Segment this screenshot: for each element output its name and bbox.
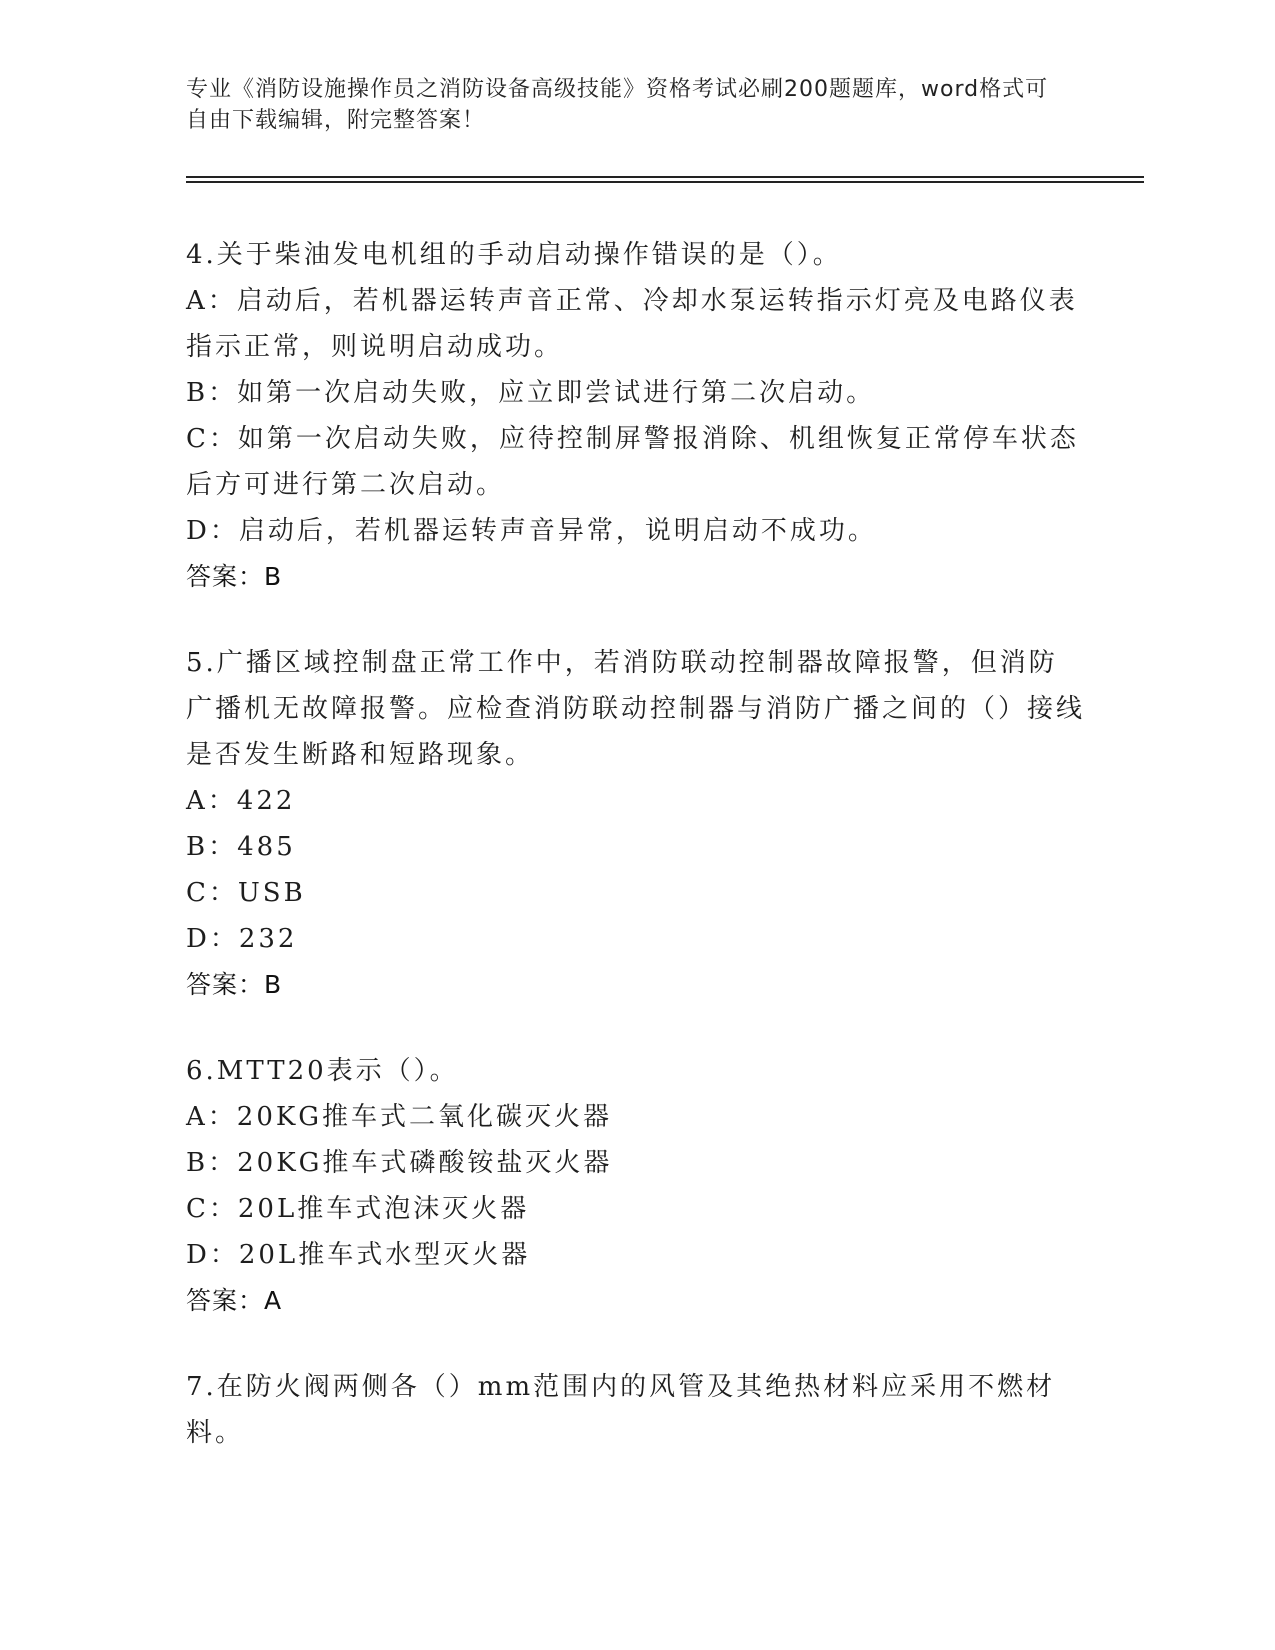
option-d: D：232 <box>186 924 298 954</box>
question-stem: 4.关于柴油发电机组的手动启动操作错误的是（）。 <box>186 240 842 270</box>
option-b: B：485 <box>186 832 296 862</box>
question-6 <box>186 1048 1086 1324</box>
option-a: A：422 <box>186 786 296 816</box>
header-divider-bottom <box>186 181 1144 183</box>
option-a: A：启动后，若机器运转声音正常、冷却水泵运转指示灯亮及电路仪表指示正常，则说明启动成功。 <box>186 286 1078 362</box>
option-b: B：20KG推车式磷酸铵盐灭火器 <box>186 1148 613 1178</box>
header-divider-top <box>186 176 1144 178</box>
option-c: C：如第一次启动失败，应待控制屏警报消除、机组恢复正常停车状态后方可进行第二次启动。 <box>186 424 1079 500</box>
answer: 答案：A <box>186 1286 283 1315</box>
answer: 答案：B <box>186 970 283 999</box>
option-a: A：20KG推车式二氧化碳灭火器 <box>186 1102 613 1132</box>
question-stem: 7.在防火阀两侧各（）mm范围内的风管及其绝热材料应采用不燃材料。 <box>186 1372 1056 1448</box>
answer: 答案：B <box>186 562 283 591</box>
question-stem: 5.广播区域控制盘正常工作中，若消防联动控制器故障报警，但消防广播机无故障报警。应检查消防联动控制器与消防广播之间的（）接线是否发生断路和短路现象。 <box>186 648 1086 770</box>
question-stem: 6.MTT20表示（）。 <box>186 1056 459 1086</box>
question-list <box>186 232 1086 1496</box>
document-header: 专业《消防设施操作员之消防设备高级技能》资格考试必刷200题题库，word格式可自由下载编辑，附完整答案！ <box>186 77 1049 133</box>
option-d: D：启动后，若机器运转声音异常，说明启动不成功。 <box>186 516 877 546</box>
option-d: D：20L推车式水型灭火器 <box>186 1240 531 1270</box>
question-7 <box>186 1364 1086 1456</box>
option-b: B：如第一次启动失败，应立即尝试进行第二次启动。 <box>186 378 876 408</box>
question-5 <box>186 640 1086 1008</box>
option-c: C：USB <box>186 878 306 908</box>
question-4 <box>186 232 1086 600</box>
option-c: C：20L推车式泡沫灭火器 <box>186 1194 530 1224</box>
